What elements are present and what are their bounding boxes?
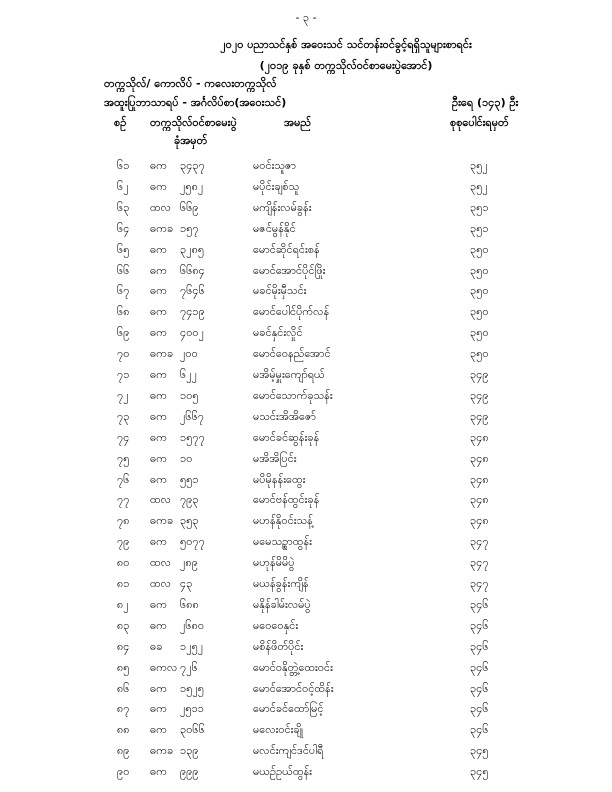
row-exam-number: ၂၀၀ bbox=[180, 347, 198, 361]
row-serial: ၈၆ bbox=[117, 681, 130, 695]
table-row bbox=[0, 471, 612, 489]
row-exam-number: ၆၆၉ bbox=[180, 200, 199, 214]
row-student-name: မောင်ပေါင်ပိုက်လန် bbox=[253, 305, 330, 319]
row-serial: ၇၈ bbox=[117, 514, 130, 528]
row-exam-number: ၁၀ bbox=[180, 451, 193, 465]
row-serial: ၇၁ bbox=[117, 368, 130, 381]
row-exam-number: ၅၀၇၇ bbox=[180, 535, 205, 549]
row-student-name: မအိမ့်မှူးကျော်ရယ် bbox=[253, 368, 325, 381]
table-row bbox=[0, 700, 612, 718]
row-exam-prefix: ဓက bbox=[150, 284, 167, 298]
table-row bbox=[0, 324, 612, 342]
table-row bbox=[0, 282, 612, 300]
row-total-score: ၃၄၈ bbox=[470, 451, 489, 465]
row-serial: ၈၅ bbox=[117, 660, 130, 674]
row-exam-prefix: ဓကခ bbox=[150, 347, 174, 361]
row-student-name: မယန်ခွန်းကျိန် bbox=[253, 577, 309, 590]
row-exam-number: ၇၉၃ bbox=[180, 493, 199, 507]
row-student-name: မဟုန်မိမိပွဲ bbox=[253, 556, 295, 570]
row-student-name: မခင်နှင်းလှိုင် bbox=[253, 326, 303, 340]
column-header-serial: စဉ် bbox=[114, 116, 127, 129]
row-exam-prefix: ထလ bbox=[150, 556, 171, 570]
row-exam-prefix: ဓက bbox=[150, 179, 167, 193]
table-row bbox=[0, 157, 612, 175]
row-exam-prefix: ဓက bbox=[150, 597, 167, 611]
row-exam-prefix: ဓက bbox=[150, 409, 167, 423]
row-exam-number: ၂၆၆၇ bbox=[180, 409, 204, 423]
row-student-name: မဝေဝေနှင်း bbox=[253, 618, 299, 632]
row-exam-number: ၅၅၁ bbox=[180, 472, 199, 486]
column-header-name: အမည် bbox=[284, 116, 312, 129]
row-serial: ၆၃ bbox=[117, 200, 130, 214]
table-row bbox=[0, 429, 612, 447]
row-serial: ၇၆ bbox=[117, 472, 130, 486]
row-total-score: ၃၄၆ bbox=[470, 681, 489, 695]
row-serial: ၈၁ bbox=[117, 577, 130, 590]
row-exam-prefix: ဓက bbox=[150, 159, 167, 172]
row-exam-prefix: ဓက bbox=[150, 388, 167, 402]
row-exam-prefix: ထလ bbox=[150, 493, 171, 507]
row-total-score: ၃၄၅ bbox=[470, 744, 489, 758]
row-serial: ၇၇ bbox=[117, 493, 130, 507]
table-row bbox=[0, 450, 612, 468]
row-serial: ၇၂ bbox=[117, 388, 129, 402]
row-serial: ၆၆ bbox=[117, 263, 130, 277]
row-student-name: မောင်အောင်ဝင့်ထိန်း bbox=[253, 681, 334, 695]
row-exam-number: ၆၆၈၄ bbox=[180, 263, 205, 277]
row-exam-number: ၁၀၅ bbox=[180, 388, 199, 402]
row-serial: ၈၂ bbox=[117, 597, 129, 611]
table-row bbox=[0, 596, 612, 614]
row-student-name: မပိမိုနန်းထွေး bbox=[253, 472, 306, 486]
row-student-name: မခင်မိုးမှီသင်း bbox=[253, 284, 307, 298]
row-exam-number: ၂၅၁၁ bbox=[180, 702, 204, 716]
table-row bbox=[0, 680, 612, 698]
subject-line: အထူးပြုဘာသာရပ် - အင်္ဂလိပ်စာ(အဝေးသင်) bbox=[104, 96, 287, 109]
table-row bbox=[0, 262, 612, 280]
table-row bbox=[0, 554, 612, 572]
row-total-score: ၃၄၆ bbox=[470, 618, 489, 632]
row-exam-prefix: ဓက bbox=[150, 681, 167, 695]
row-serial: ၇၉ bbox=[117, 535, 130, 549]
row-student-name: မပိုင်းချစ်သူ bbox=[253, 179, 300, 193]
row-total-score: ၃၄၆ bbox=[470, 597, 489, 611]
table-row bbox=[0, 742, 612, 760]
row-exam-number: ၇၆၄၆ bbox=[180, 284, 205, 298]
row-exam-prefix: ဓက bbox=[150, 765, 167, 779]
row-exam-number: ၉၉၉ bbox=[180, 765, 199, 779]
row-exam-prefix: ဓက bbox=[150, 451, 167, 465]
row-exam-prefix: ဓက bbox=[150, 618, 167, 632]
table-row bbox=[0, 303, 612, 321]
column-header-exam-seat: တက္ကသိုလ်ဝင်စာမေးပွဲ bbox=[150, 116, 237, 129]
row-student-name: မကျိန်းလမ်ခွန်း bbox=[253, 200, 312, 214]
document-title: ၂၀၂၀ ပညာသင်နှစ် အဝေးသင် သင်တန်းဝင်ခွင့်ရရှိသူများစာရင်း bbox=[220, 38, 472, 51]
row-serial: ၆၅ bbox=[117, 242, 130, 256]
column-header-exam-seat-line2: ခုံအမှတ် bbox=[174, 134, 208, 147]
row-serial: ၇၅ bbox=[117, 451, 130, 465]
row-total-score: ၃၄၆ bbox=[470, 723, 489, 737]
row-student-name: မောင်အောင်ပိုင်ဖြိုး bbox=[253, 263, 326, 277]
table-row bbox=[0, 220, 612, 238]
row-student-name: မစိန်ဖိတ်ပိုင်း bbox=[253, 639, 304, 653]
row-exam-number: ၁၅၂၅ bbox=[180, 681, 204, 695]
row-exam-number: ၄၃ bbox=[180, 577, 193, 590]
row-exam-number: ၂၅၈၂ bbox=[180, 179, 204, 193]
table-row bbox=[0, 721, 612, 739]
row-student-name: မောင်ဝေနည်အောင် bbox=[253, 347, 331, 361]
column-header-total-score: စုစုပေါင်းရမှတ် bbox=[450, 116, 509, 129]
row-student-name: မောင်ခင်ဆွန်းခုန် bbox=[253, 430, 320, 444]
row-total-score: ၃၄၈ bbox=[470, 493, 489, 507]
row-total-score: ၃၅၀ bbox=[470, 263, 489, 277]
row-student-name: မလေးဝင်းချို bbox=[253, 723, 303, 737]
table-row bbox=[0, 178, 612, 196]
row-total-score: ၃၅၁ bbox=[470, 221, 489, 235]
table-row bbox=[0, 366, 612, 384]
row-total-score: ၃၄၈ bbox=[470, 472, 489, 486]
row-exam-number: ၂၆၈၀ bbox=[180, 618, 205, 632]
row-exam-prefix: ဓက bbox=[150, 472, 167, 486]
row-student-name: မဟန်နိုဝင်းသန့် bbox=[253, 514, 313, 528]
row-exam-prefix: ဓက bbox=[150, 368, 167, 381]
row-serial: ၈၇ bbox=[117, 702, 130, 716]
row-serial: ၆၄ bbox=[117, 221, 130, 235]
row-total-score: ၃၅၀ bbox=[470, 347, 489, 361]
row-serial: ၇၀ bbox=[117, 347, 130, 361]
row-total-score: ၃၅၀ bbox=[470, 326, 489, 340]
table-row bbox=[0, 241, 612, 259]
table-row bbox=[0, 659, 612, 677]
row-exam-number: ၁၂၅၂ bbox=[180, 639, 204, 653]
table-row bbox=[0, 763, 612, 781]
row-student-name: မလင်းကျင်ဒင်ပါရီ bbox=[253, 744, 324, 758]
row-exam-number: ၃၅၃ bbox=[180, 514, 199, 528]
row-total-score: ၃၅၀ bbox=[470, 305, 489, 319]
row-exam-prefix: ထလ bbox=[150, 200, 171, 214]
row-total-score: ၃၄၈ bbox=[470, 430, 489, 444]
row-student-name: မသင်းအိအိဇော် bbox=[253, 409, 317, 423]
row-serial: ၈၀ bbox=[117, 556, 130, 570]
row-total-score: ၃၄၆ bbox=[470, 660, 489, 674]
row-exam-prefix: ဓက bbox=[150, 305, 167, 319]
row-total-score: ၃၄၇ bbox=[470, 535, 489, 549]
row-exam-number: ၆၈၈ bbox=[180, 597, 199, 611]
row-student-name: မဝင်းသူဇာ bbox=[253, 159, 297, 172]
row-serial: ၈၃ bbox=[117, 618, 130, 632]
row-student-name: မယဉ်ဥယ်ထွန်း bbox=[253, 765, 312, 779]
table-row bbox=[0, 408, 612, 426]
row-total-score: ၃၄၅ bbox=[470, 765, 489, 779]
row-total-score: ၃၄၆ bbox=[470, 702, 489, 716]
row-student-name: မောင်ခင်ထော်မြင့် bbox=[253, 702, 324, 716]
row-serial: ၇၄ bbox=[117, 430, 130, 444]
row-exam-prefix: ဓက bbox=[150, 263, 167, 277]
table-row bbox=[0, 617, 612, 635]
row-total-score: ၃၄၉ bbox=[470, 409, 489, 423]
row-exam-number: ၇၄၁၉ bbox=[180, 305, 205, 319]
table-row bbox=[0, 345, 612, 363]
row-total-score: ၃၄၇ bbox=[470, 577, 489, 590]
row-total-score: ၃၄၇ bbox=[470, 556, 489, 570]
row-exam-prefix: ဓကခ bbox=[150, 221, 174, 235]
row-serial: ၆၉ bbox=[117, 326, 130, 340]
row-total-score: ၃၅၀ bbox=[470, 284, 489, 298]
row-serial: ၆၁ bbox=[117, 159, 130, 172]
row-exam-prefix: ဓကခ bbox=[150, 514, 174, 528]
table-row bbox=[0, 533, 612, 551]
row-student-name: မမေသဥ္စာထွန်း bbox=[253, 535, 312, 549]
row-serial: ၈၉ bbox=[117, 744, 130, 758]
row-exam-prefix: ဓက bbox=[150, 535, 167, 549]
row-exam-number: ၆၂၂ bbox=[180, 368, 197, 381]
row-total-score: ၃၄၈ bbox=[470, 514, 489, 528]
table-row bbox=[0, 387, 612, 405]
table-row bbox=[0, 512, 612, 530]
row-student-name: မောင်သောက်ခုသန်း bbox=[253, 388, 333, 402]
row-exam-prefix: ဓက bbox=[150, 723, 167, 737]
row-student-name: မနိုန်ခါမ်းလမ်ပွဲ bbox=[253, 597, 311, 611]
row-exam-number: ၃၄၃၇ bbox=[180, 159, 205, 172]
row-exam-number: ၂၈၉ bbox=[180, 556, 198, 570]
row-total-score: ၃၄၉ bbox=[470, 368, 489, 381]
row-exam-prefix: ဓက bbox=[150, 702, 167, 716]
row-exam-prefix: ဓခ bbox=[150, 639, 163, 653]
row-exam-number: ၃၂၈၅ bbox=[180, 242, 205, 256]
university-line: တက္ကသိုလ်/ ကောလိပ် - ကလေးတက္ကသိုလ် bbox=[104, 77, 277, 90]
row-exam-number: ၁၃၉ bbox=[180, 744, 199, 758]
row-serial: ၆၇ bbox=[117, 284, 130, 298]
table-row bbox=[0, 638, 612, 656]
row-total-score: ၃၅၂ bbox=[470, 159, 488, 172]
row-exam-number: ၃၀၆၆ bbox=[180, 723, 205, 737]
row-exam-number: ၁၅၇ bbox=[180, 221, 199, 235]
row-exam-number: ၄၀၀၂ bbox=[180, 326, 204, 340]
row-total-score: ၃၄၉ bbox=[470, 388, 489, 402]
table-row bbox=[0, 491, 612, 509]
row-exam-prefix: ဓကခ bbox=[150, 744, 174, 758]
row-exam-prefix: ထလ bbox=[150, 577, 171, 590]
table-row bbox=[0, 199, 612, 217]
row-serial: ၇၃ bbox=[117, 409, 130, 423]
row-serial: ၆၈ bbox=[117, 305, 130, 319]
row-student-name: မောင်ဗန်ထွင်းခုန် bbox=[253, 493, 320, 507]
page-number: - ၃ - bbox=[295, 11, 317, 24]
row-exam-prefix: ဓက bbox=[150, 430, 167, 444]
row-serial: ၈၄ bbox=[117, 639, 130, 653]
row-exam-number: ၇၂၆ bbox=[180, 660, 198, 674]
row-exam-prefix: ဓက bbox=[150, 326, 167, 340]
row-serial: ၈၈ bbox=[117, 723, 130, 737]
row-student-name: မောင်ဆိုင်ရင်းစန် bbox=[253, 242, 320, 256]
row-serial: ၆၂ bbox=[117, 179, 129, 193]
row-exam-number: ၁၅၇၇ bbox=[180, 430, 205, 444]
table-row bbox=[0, 575, 612, 593]
row-total-score: ၃၅၀ bbox=[470, 242, 489, 256]
row-total-score: ၃၅၁ bbox=[470, 200, 489, 214]
row-student-name: မောင်ဝနိုတ္တဲ့ထေးဝင်း bbox=[253, 660, 333, 674]
row-total-score: ၃၅၂ bbox=[470, 179, 488, 193]
row-exam-prefix: ဓကလ bbox=[150, 660, 178, 674]
row-serial: ၉၀ bbox=[117, 765, 130, 779]
document-subtitle: (၂၀၁၉ ခုနှစ် တက္ကသိုလ်ဝင်စာမေးပွဲအောင်) bbox=[259, 59, 433, 72]
row-exam-prefix: ဓက bbox=[150, 242, 167, 256]
row-total-score: ၃၄၆ bbox=[470, 639, 489, 653]
row-student-name: မဇင်မွန်နိုင် bbox=[253, 221, 296, 235]
student-count: ဦးရေ (၁၄၃) ဦး bbox=[452, 96, 519, 109]
row-student-name: မအိအိပြင်း bbox=[253, 451, 297, 465]
